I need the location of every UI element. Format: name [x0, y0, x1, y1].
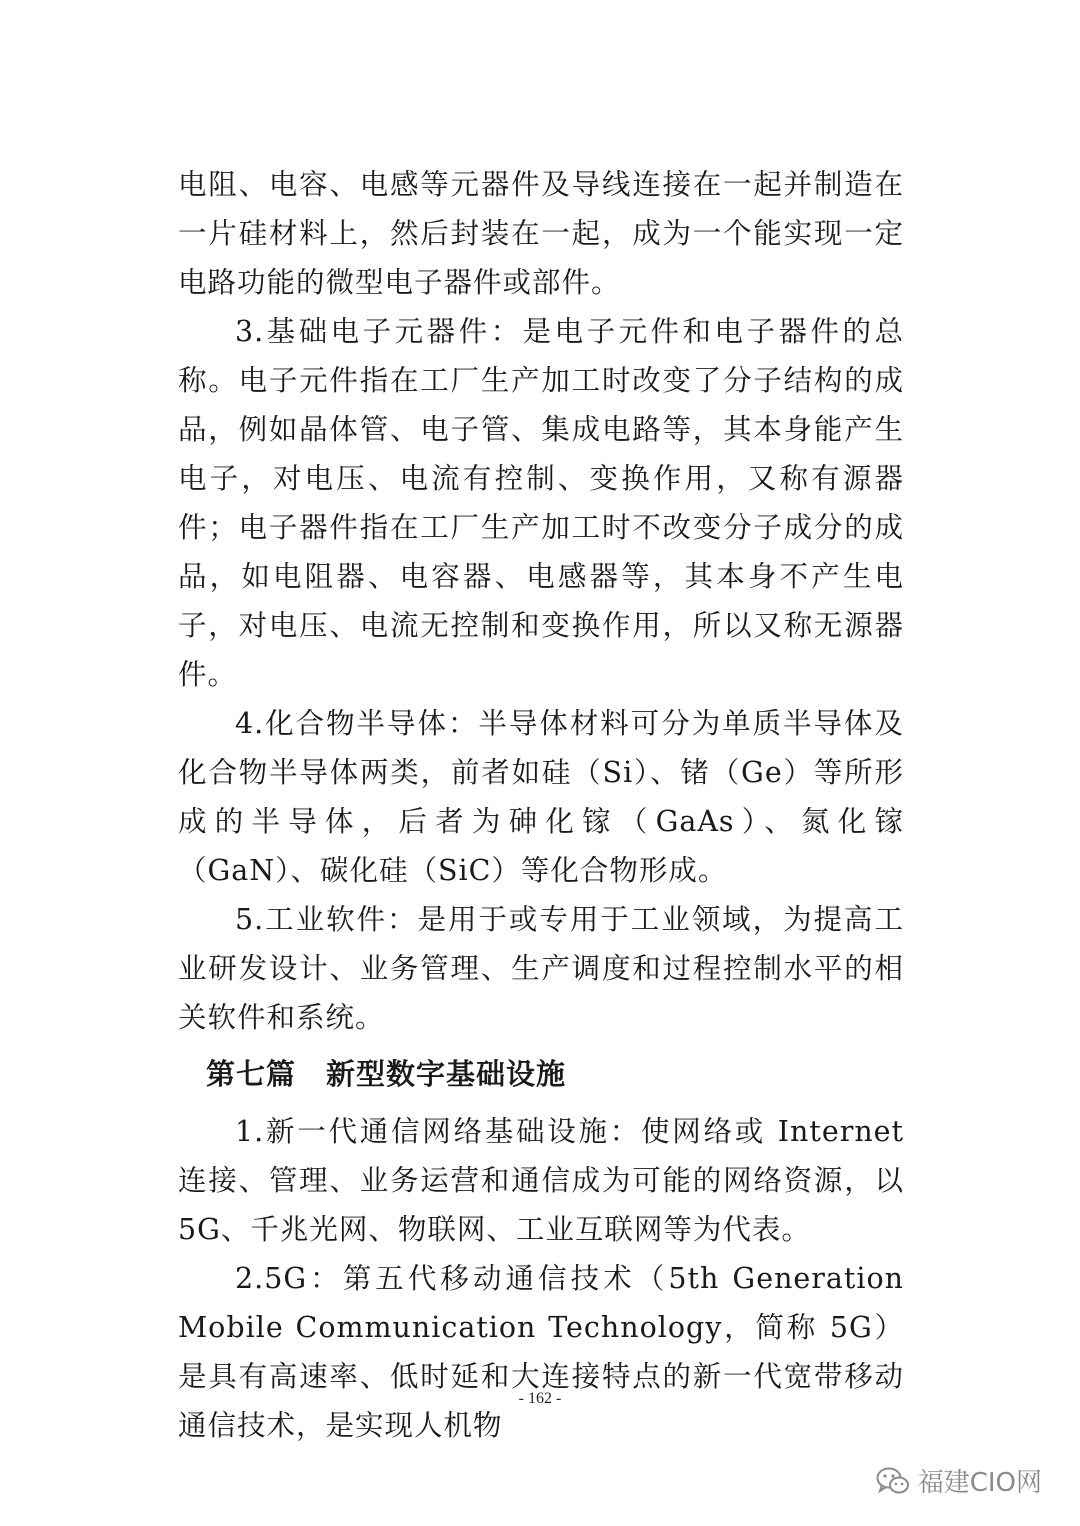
watermark-label: 福建CIO网 — [917, 1468, 1042, 1498]
page-number: - 162 - — [518, 1390, 562, 1407]
watermark — [876, 1462, 1042, 1499]
wechat-icon — [876, 1466, 910, 1496]
section-heading: 第七篇 新型数字基础设施 — [206, 1057, 567, 1091]
document-body — [178, 160, 904, 1450]
paragraph: 3.基础电子元器件：是电子元件和电子器件的总称。电子元件指在工厂生产加工时改变了分子结构的成品，例如晶体管、电子管、集成电路等，其本身能产生电子，对电压、电流有控制、变换作用，又称有源器件；电子器件指在工厂生产加工时不改变分子成分的成品，如电阻器、电容器、电感器等，其本身不产生电子，对电压、电流无控制和变换作用，所以又称无源器件。 — [178, 315, 904, 691]
paragraph: 电阻、电容、电感等元器件及导线连接在一起并制造在一片硅材料上，然后封装在一起，成为一个能实现一定电路功能的微型电子器件或部件。 — [178, 168, 904, 299]
paragraph: 4.化合物半导体：半导体材料可分为单质半导体及化合物半导体两类，前者如硅（Si）、锗（Ge）等所形成的半导体，后者为砷化镓（GaAs）、氮化镓（GaN）、碳化硅（SiC）等化合物形成。 — [178, 707, 904, 887]
paragraph: 5.工业软件：是用于或专用于工业领域，为提高工业研发设计、业务管理、生产调度和过程控制水平的相关软件和系统。 — [178, 903, 904, 1034]
paragraph: 1.新一代通信网络基础设施：使网络或 Internet 连接、管理、业务运营和通信成为可能的网络资源，以 5G、千兆光网、物联网、工业互联网等为代表。 — [178, 1115, 904, 1246]
paragraph: 2.5G：第五代移动通信技术（5th Generation Mobile Communication Technology，简称 5G）是具有高速率、低时延和大连接特点的新一代宽带移动通信技术，是实现人机物 — [178, 1262, 904, 1442]
